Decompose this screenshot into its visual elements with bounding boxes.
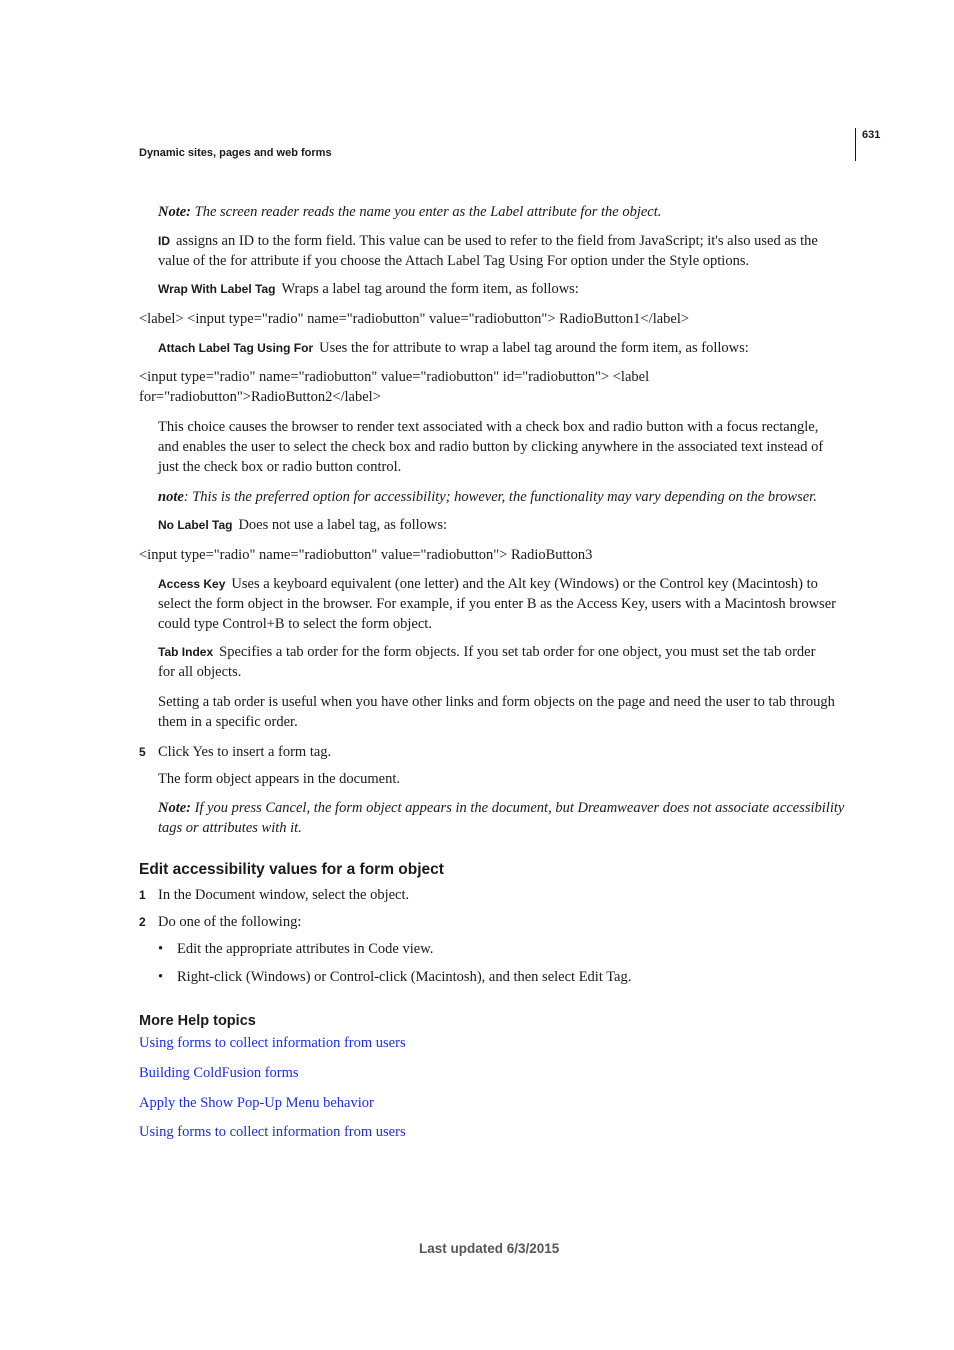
nolabel-text: Does not use a label tag, as follows: <box>238 517 448 533</box>
attach-label-description <box>158 338 749 358</box>
nolabel-term: No Label Tag <box>158 518 233 532</box>
bullet-item: Right-click (Windows) or Control-click (Macintosh), and then select Edit Tag. <box>177 969 632 985</box>
note-text: : This is the preferred option for accessibility; however, the functionality may vary depending on the browser. <box>183 489 817 505</box>
attach-text: Uses the for attribute to wrap a label tag around the form item, as follows: <box>319 340 749 356</box>
page-number: 631 <box>862 129 881 141</box>
access-key-line1 <box>158 574 818 594</box>
note-label: Note: <box>158 800 192 816</box>
access-term: Access Key <box>158 577 226 591</box>
access-text: Uses a keyboard equivalent (one letter) and the Alt key (Windows) or the Control key (Macintosh) to <box>231 576 818 592</box>
help-link-forms-collect-info[interactable]: Using forms to collect information from users <box>139 1035 406 1051</box>
step-2-text: Do one of the following: <box>158 914 302 930</box>
running-header: Dynamic sites, pages and web forms <box>139 147 332 159</box>
access-key-line2: select the form object in the browser. For example, if you enter B as the Access Key, users with a Macintosh browser <box>158 596 836 612</box>
choice-explanation-line3: just the check box or radio button control. <box>158 459 402 475</box>
code-example-1: <label> <input type="radio" name="radiobutton" value="radiobutton"> RadioButton1</label> <box>139 311 690 327</box>
header-divider <box>855 128 856 161</box>
bullet-marker: • <box>158 969 164 985</box>
help-link-coldfusion-forms[interactable]: Building ColdFusion forms <box>139 1065 299 1081</box>
choice-explanation-line2: and enables the user to select the check box and radio button by clicking anywhere in the associated text instead of <box>158 439 824 455</box>
no-label-description <box>158 515 447 535</box>
step-number-5: 5 <box>139 745 146 759</box>
step-1-text: In the Document window, select the object. <box>158 887 410 903</box>
wrap-label-description <box>158 279 579 299</box>
wrap-term: Wrap With Label Tag <box>158 282 276 296</box>
note-cancel-line2: tags or attributes with it. <box>158 820 302 836</box>
help-link-popup-menu-behavior[interactable]: Apply the Show Pop-Up Menu behavior <box>139 1095 374 1111</box>
note-cancel-line1 <box>158 798 844 818</box>
code-example-2-line2: for="radiobutton">RadioButton2</label> <box>139 389 381 405</box>
wrap-text: Wraps a label tag around the form item, as follows: <box>281 281 579 297</box>
id-text: assigns an ID to the form field. This value can be used to refer to the field from JavaScript; it's also used as the <box>176 233 818 249</box>
step-number-2: 2 <box>139 915 146 929</box>
bullet-marker: • <box>158 941 164 957</box>
tab-index-line1 <box>158 642 815 662</box>
section-heading: Edit accessibility values for a form object <box>139 861 444 878</box>
id-description-line1 <box>158 231 818 251</box>
id-description-line2: value of the for attribute if you choose the Attach Label Tag Using For option under the Style options. <box>158 253 750 269</box>
note-text: If you press Cancel, the form object appears in the document, but Dreamweaver does not associate accessibility <box>191 800 845 816</box>
tab-order-note-line2: them in a specific order. <box>158 714 298 730</box>
choice-explanation-line1: This choice causes the browser to render text associated with a check box and radio button with a focus rectangle, <box>158 419 819 435</box>
last-updated-footer: Last updated 6/3/2015 <box>419 1241 560 1256</box>
access-key-line3: could type Control+B to select the form object. <box>158 616 432 632</box>
step-5-text: Click Yes to insert a form tag. <box>158 744 332 760</box>
note-label: note <box>158 489 184 505</box>
step-number-1: 1 <box>139 888 146 902</box>
tab-text: Specifies a tab order for the form objects. If you set tab order for one object, you must set the tab order <box>219 644 816 660</box>
note-screen-reader <box>158 202 661 222</box>
bullet-item: Edit the appropriate attributes in Code view. <box>177 941 434 957</box>
tab-term: Tab Index <box>158 645 214 659</box>
tab-index-line2: for all objects. <box>158 664 242 680</box>
more-help-heading: More Help topics <box>139 1013 256 1029</box>
id-term: ID <box>158 234 170 248</box>
help-link-forms-collect-info-2[interactable]: Using forms to collect information from users <box>139 1124 406 1140</box>
note-accessibility <box>158 487 817 507</box>
note-text: The screen reader reads the name you enter as the Label attribute for the object. <box>191 204 662 220</box>
note-label: Note: <box>158 204 192 220</box>
attach-term: Attach Label Tag Using For <box>158 341 314 355</box>
code-example-2-line1: <input type="radio" name="radiobutton" value="radiobutton" id="radiobutton"> <label <box>139 369 650 385</box>
step-5-result: The form object appears in the document. <box>158 771 400 787</box>
code-example-3: <input type="radio" name="radiobutton" value="radiobutton"> RadioButton3 <box>139 547 593 563</box>
tab-order-note-line1: Setting a tab order is useful when you have other links and form objects on the page and need the user to tab through <box>158 694 835 710</box>
